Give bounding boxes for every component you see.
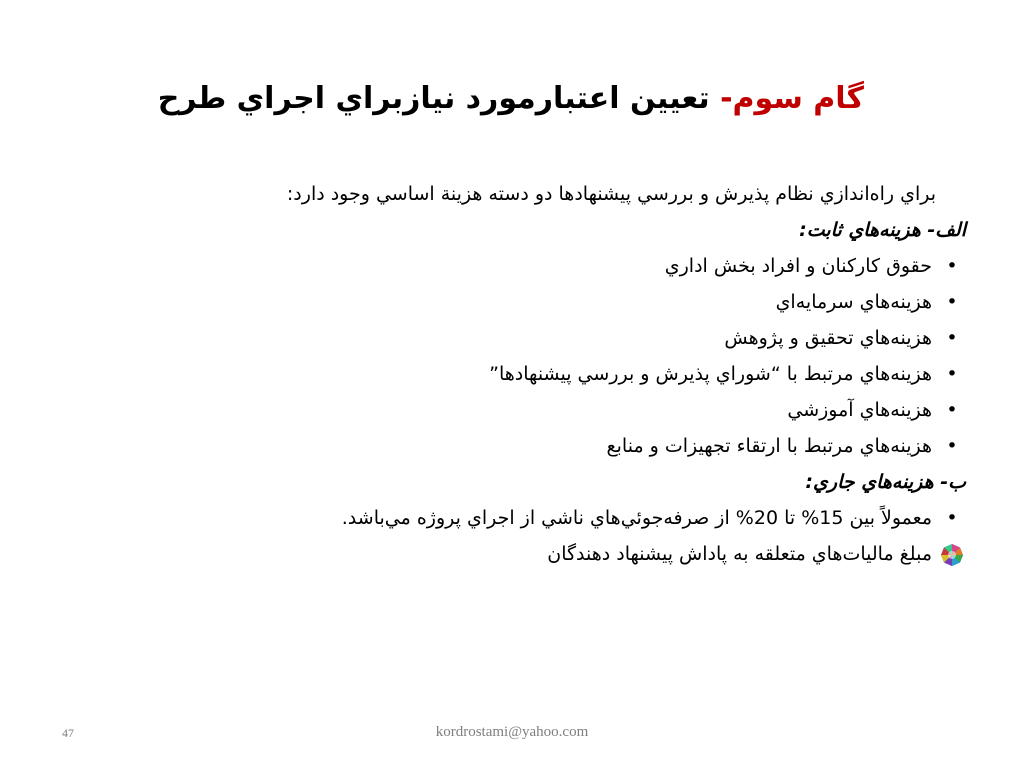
list-item [120,500,966,536]
bullet-icon: • [946,399,958,421]
footer-email: kordrostami@yahoo.com [435,724,589,740]
slide-title [60,72,864,126]
multicolor-gem-icon [940,543,964,567]
list-item [120,320,966,356]
bullet-icon: • [946,291,958,313]
list-item-text: معمولاً بين 15% تا 20% از صرفه‌جوئي‌هاي ناشي از اجراي پروژه مي‌باشد. [341,507,932,529]
list-item-text: هزينه‌هاي مرتبط با ارتقاء تجهيزات و منابع [606,435,932,457]
fixed-costs-heading: الف- هزينه‌هاي ثابت: [799,219,966,241]
list-item [120,356,966,392]
bullet-icon: • [946,327,958,349]
list-item [120,284,966,320]
list-item [120,248,966,284]
list-item [120,428,966,464]
bullet-icon: • [946,435,958,457]
slide-number: 47 [62,726,74,740]
bullet-icon: • [946,255,958,277]
slide-body [120,176,966,572]
title-main: تعيين اعتبارمورد نيازبراي اجراي طرح [157,81,721,116]
list-item-text: هزينه‌هاي آموزشي [787,399,932,421]
list-item-text: هزينه‌هاي تحقيق و پژوهش [724,327,932,349]
list-item-text: هزينه‌هاي سرمايه‌اي [775,291,932,313]
list-item-final [120,536,966,572]
list-item [120,392,966,428]
current-costs-heading: ب- هزينه‌هاي جاري: [805,471,966,493]
list-item-text: هزينه‌هاي مرتبط با “شوراي پذيرش و بررسي پيشنهادها” [489,363,932,385]
list-item-text: حقوق كاركنان و افراد بخش اداري [664,255,932,277]
list-item-text: مبلغ ماليات‌هاي متعلقه به پاداش پيشنهاد دهندگان [547,543,932,565]
bullet-icon: • [946,363,958,385]
bullet-icon: • [946,507,958,529]
title-step: گام سوم- [720,81,864,116]
intro-text: براي راه‌اندازي نظام پذيرش و بررسي پيشنهادها دو دسته هزينة اساسي وجود دارد: [286,183,936,205]
